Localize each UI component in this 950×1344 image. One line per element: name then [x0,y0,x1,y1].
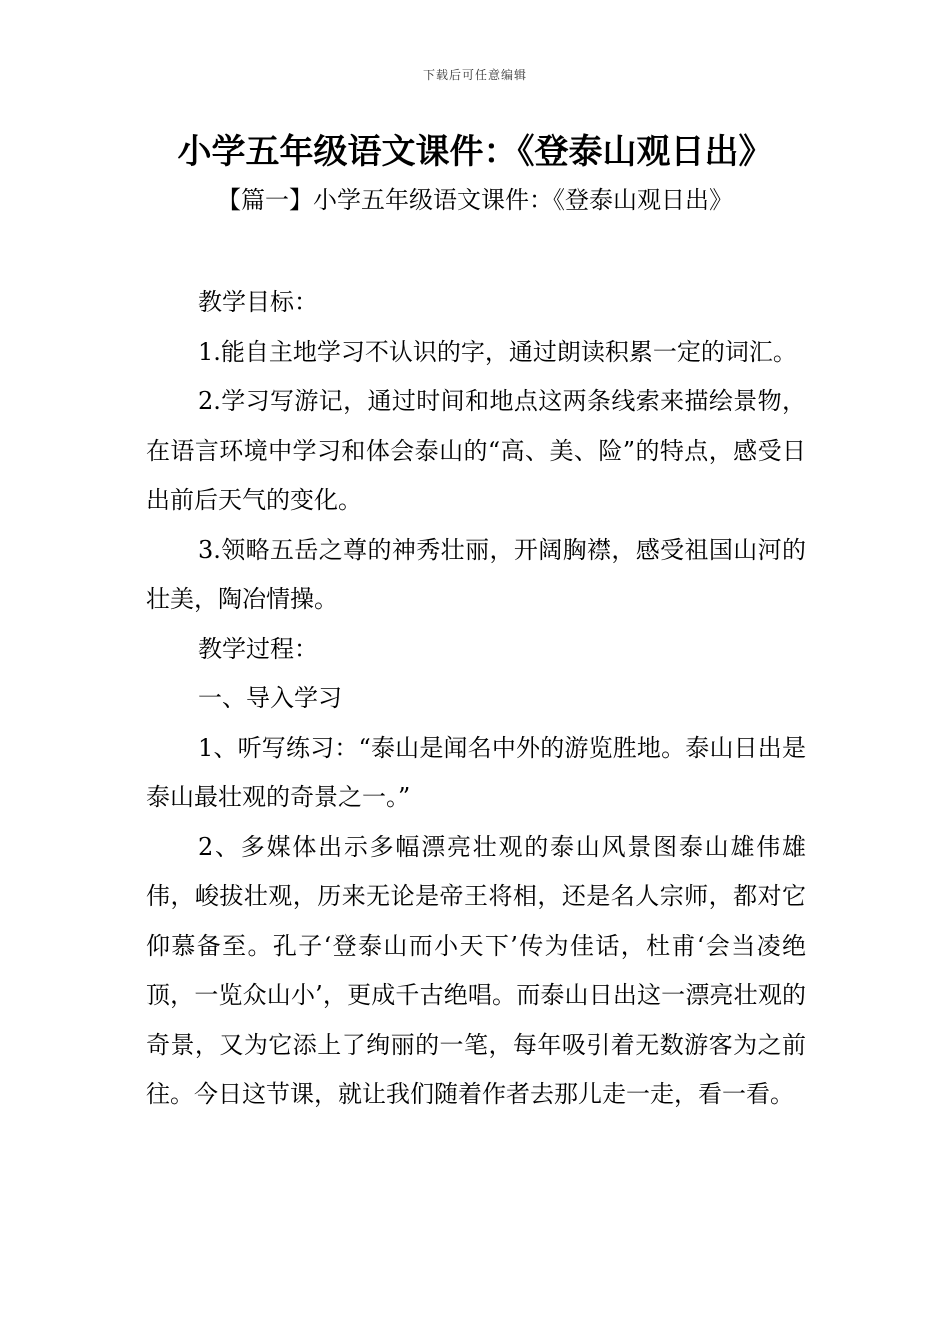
paragraph-objective-1: 1.能自主地学习不认识的字，通过朗读积累一定的词汇。 [198,337,797,366]
paragraph-objective-3: 3.领略五岳之尊的神秀壮丽，开阔胸襟，感受祖国山河的壮美，陶冶情操。 [146,535,806,613]
paragraph-dictation: 1、听写练习：“泰山是闻名中外的游览胜地。泰山日出是泰山最壮观的奇景之一。” [146,733,806,811]
paragraph-section-1-heading: 一、导入学习 [198,684,342,712]
document-title: 小学五年级语文课件：《登泰山观日出》 [177,132,773,172]
document-subtitle: 【篇一】小学五年级语文课件：《登泰山观日出》 [217,186,733,214]
paragraph-multimedia: 2、多媒体出示多幅漂亮壮观的泰山风景图泰山雄伟雄伟，峻拔壮观，历来无论是帝王将相，还是名人宗师，都对它仰慕备至。孔子‘登泰山而小天下’传为佳话，杜甫‘会当凌绝顶，一览众山小’，更成千古绝唱。而泰山日出这一漂亮壮观的奇景，又为它添上了绚丽的一笔，每年吸引着无数游客为之前往。今日这节课，就让我们随着作者去那儿走一走，看一看。 [146,832,806,1108]
document-body [146,278,806,1120]
header-note: 下载后可任意编辑 [422,68,527,82]
paragraph-objective-2: 2.学习写游记，通过时间和地点这两条线索来描绘景物，在语言环境中学习和体会泰山的“高、美、险”的特点，感受日出前后天气的变化。 [146,387,806,514]
paragraph-process-heading: 教学过程： [198,634,318,663]
paragraph-objectives-heading: 教学目标： [198,288,318,316]
